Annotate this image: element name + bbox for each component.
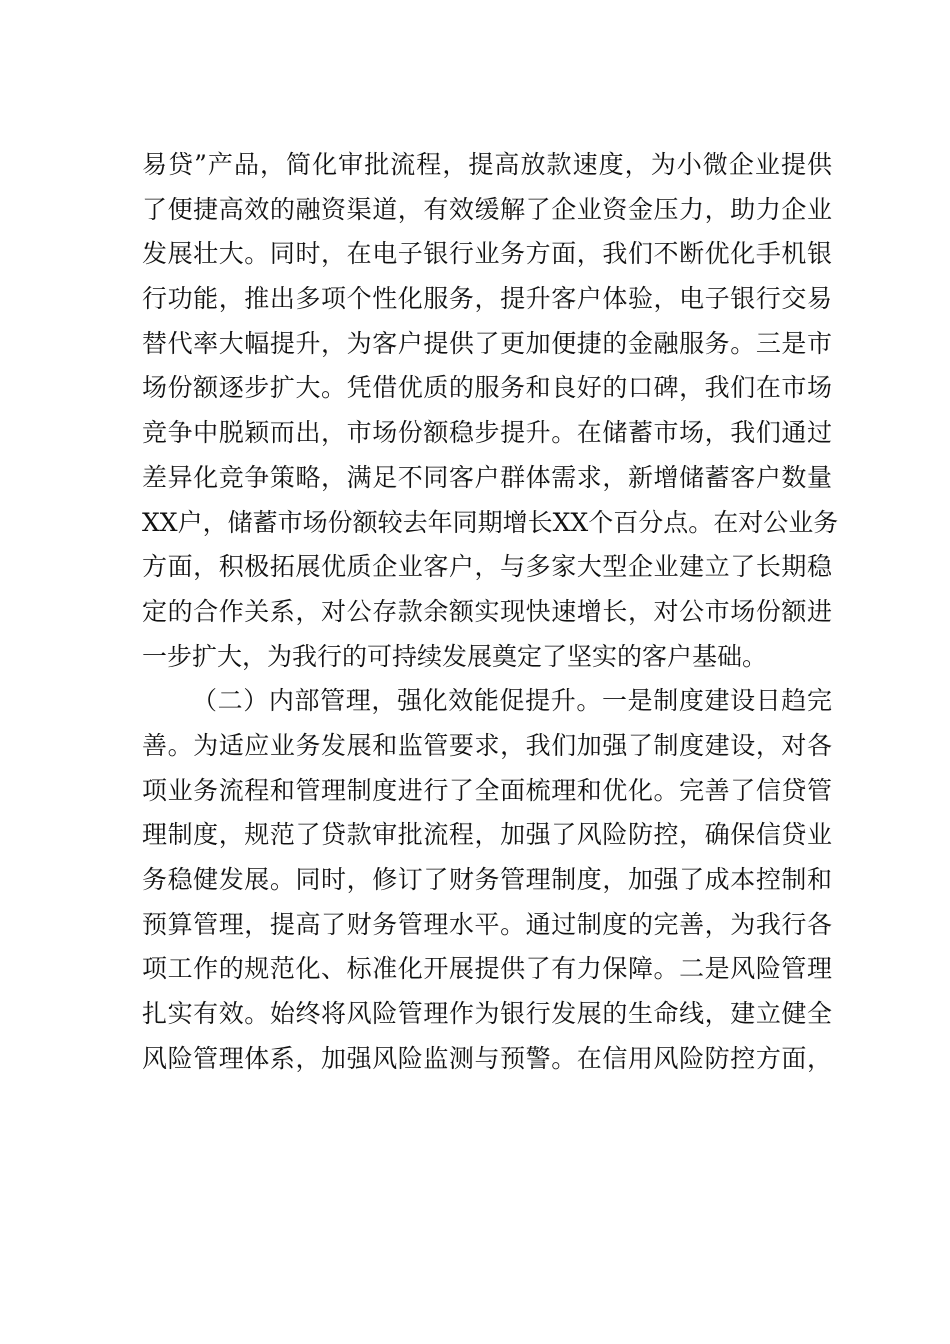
text-line: XX户，储蓄市场份额较去年同期增长XX个百分点。在对公业务 <box>142 507 839 537</box>
text-line: 场份额逐步扩大。凭借优质的服务和良好的口碑，我们在市场 <box>142 373 832 403</box>
text-line: 风险管理体系，加强风险监测与预警。在信用风险防控方面， <box>142 1043 832 1073</box>
text-line: 善。为适应业务发展和监管要求，我们加强了制度建设，对各 <box>142 730 832 760</box>
body-text <box>142 143 839 1081</box>
text-line: 理制度，规范了贷款审批流程，加强了风险防控，确保信贷业 <box>142 820 832 850</box>
section-heading-line: （二）内部管理，强化效能促提升。一是制度建设日趋完 <box>192 686 832 716</box>
text-line: 了便捷高效的融资渠道，有效缓解了企业资金压力，助力企业 <box>142 194 832 224</box>
text-line: 预算管理，提高了财务管理水平。通过制度的完善，为我行各 <box>142 909 832 939</box>
text-line: 替代率大幅提升，为客户提供了更加便捷的金融服务。三是市 <box>142 328 832 358</box>
text-line: 发展壮大。同时，在电子银行业务方面，我们不断优化手机银 <box>142 239 832 269</box>
text-line: 务稳健发展。同时，修订了财务管理制度，加强了成本控制和 <box>142 865 832 894</box>
paragraph-end-line: 一步扩大，为我行的可持续发展奠定了坚实的客户基础。 <box>142 641 768 671</box>
text-line: 定的合作关系，对公存款余额实现快速增长，对公市场份额进 <box>142 596 832 626</box>
text-line: 易贷”产品，简化审批流程，提高放款速度，为小微企业提供 <box>142 150 832 179</box>
text-line: 方面，积极拓展优质企业客户，与多家大型企业建立了长期稳 <box>142 552 832 582</box>
text-line: 竞争中脱颖而出，市场份额稳步提升。在储蓄市场，我们通过 <box>142 418 832 448</box>
text-line: 项工作的规范化、标准化开展提供了有力保障。二是风险管理 <box>142 954 832 984</box>
text-line: 扎实有效。始终将风险管理作为银行发展的生命线，建立健全 <box>142 999 832 1029</box>
text-line: 行功能，推出多项个性化服务，提升客户体验，电子银行交易 <box>142 284 832 314</box>
text-line: 项业务流程和管理制度进行了全面梳理和优化。完善了信贷管 <box>142 775 832 805</box>
text-line: 差异化竞争策略，满足不同客户群体需求，新增储蓄客户数量 <box>142 462 832 492</box>
